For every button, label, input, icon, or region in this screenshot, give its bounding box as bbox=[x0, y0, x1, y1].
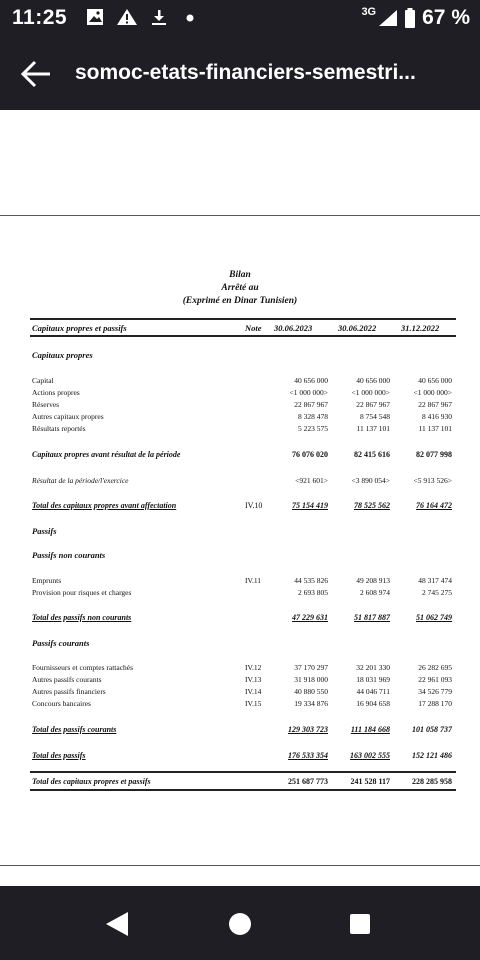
header-bottom-rule bbox=[30, 335, 456, 337]
table-row: Autres capitaux propres 8 328 478 8 754 548 8 416 930 bbox=[32, 412, 452, 421]
section-capitaux-propres: Capitaux propres bbox=[32, 350, 93, 360]
table-row-total: Total des passifs non courants 47 229 631 51 817 887 51 062 749 bbox=[32, 613, 452, 622]
image-notification-icon bbox=[86, 8, 104, 26]
table-row: Concours bancaires IV.15 19 334 876 16 904 658 17 288 170 bbox=[32, 699, 452, 708]
page-separator bbox=[0, 215, 480, 216]
doc-heading-date: Arrêté au bbox=[221, 283, 259, 293]
grand-total-top-rule bbox=[30, 771, 456, 773]
navigation-bar bbox=[0, 886, 480, 960]
signal-icon bbox=[378, 9, 398, 27]
doc-heading-currency: (Exprimé en Dinar Tunisien) bbox=[182, 296, 298, 306]
battery-percent: 67 % bbox=[422, 6, 470, 29]
back-arrow-icon[interactable] bbox=[20, 60, 52, 88]
app-bar bbox=[0, 38, 480, 110]
table-row: Résultat de la période/l'exercice <921 601> <3 890 054> <5 913 526> bbox=[32, 476, 452, 485]
table-top-rule bbox=[30, 318, 456, 320]
table-row-total: Total des passifs 176 533 354 163 002 555 152 121 486 bbox=[32, 751, 452, 760]
status-bar bbox=[0, 0, 480, 38]
page-separator bbox=[0, 865, 480, 866]
document-viewer[interactable] bbox=[0, 110, 480, 886]
table-row-total: Total des capitaux propres avant affectation IV.10 75 154 419 78 525 562 76 164 472 bbox=[32, 501, 452, 510]
section-passifs-courants: Passifs courants bbox=[32, 638, 90, 648]
network-type: 3G bbox=[361, 6, 377, 18]
warning-icon bbox=[116, 8, 138, 26]
document-title: somoc-etats-financiers-semestri... bbox=[75, 61, 416, 84]
table-row: Résultats reportés 5 223 575 11 137 101 11 137 101 bbox=[32, 424, 452, 433]
table-row: Actions propres <1 000 000> <1 000 000> <1 000 000> bbox=[32, 388, 452, 397]
column-header-note: Note bbox=[245, 323, 262, 333]
doc-heading-title: Bilan bbox=[229, 270, 251, 280]
nav-back-button[interactable] bbox=[104, 910, 130, 938]
battery-icon bbox=[404, 8, 416, 28]
column-header-2022-12: 31.12.2022 bbox=[401, 323, 440, 333]
nav-recents-button[interactable] bbox=[349, 913, 371, 935]
grand-total-bottom-rule bbox=[30, 789, 456, 791]
section-passifs-non-courants: Passifs non courants bbox=[32, 550, 106, 560]
table-row: Provision pour risques et charges 2 693 805 2 608 974 2 745 275 bbox=[32, 588, 452, 597]
table-row: Autres passifs financiers IV.14 40 880 550 44 046 711 34 526 779 bbox=[32, 687, 452, 696]
table-row-total: Total des passifs courants 129 303 723 111 184 668 101 058 737 bbox=[32, 725, 452, 734]
status-time: 11:25 bbox=[12, 6, 68, 29]
column-header-label: Capitaux propres et passifs bbox=[32, 323, 127, 333]
table-row: Capital 40 656 000 40 656 000 40 656 000 bbox=[32, 376, 452, 385]
table-row: Autres passifs courants IV.13 31 918 000 18 031 969 22 961 093 bbox=[32, 675, 452, 684]
table-row: Emprunts IV.11 44 535 826 49 208 913 48 317 474 bbox=[32, 576, 452, 585]
table-row-subtotal: Capitaux propres avant résultat de la période 76 076 020 82 415 616 82 077 998 bbox=[32, 450, 452, 459]
nav-home-button[interactable] bbox=[228, 912, 252, 936]
section-passifs: Passifs bbox=[32, 526, 57, 536]
column-header-2022-06: 30.06.2022 bbox=[338, 323, 377, 333]
download-notification-icon bbox=[150, 8, 168, 26]
column-header-2023: 30.06.2023 bbox=[274, 323, 313, 333]
table-row: Fournisseurs et comptes rattachés IV.12 37 170 297 32 201 330 26 282 695 bbox=[32, 663, 452, 672]
more-notifications-dot-icon bbox=[186, 14, 194, 22]
table-row-grand-total: Total des capitaux propres et passifs 251 687 773 241 528 117 228 285 958 bbox=[32, 777, 452, 786]
table-row: Réserves 22 867 967 22 867 967 22 867 967 bbox=[32, 400, 452, 409]
